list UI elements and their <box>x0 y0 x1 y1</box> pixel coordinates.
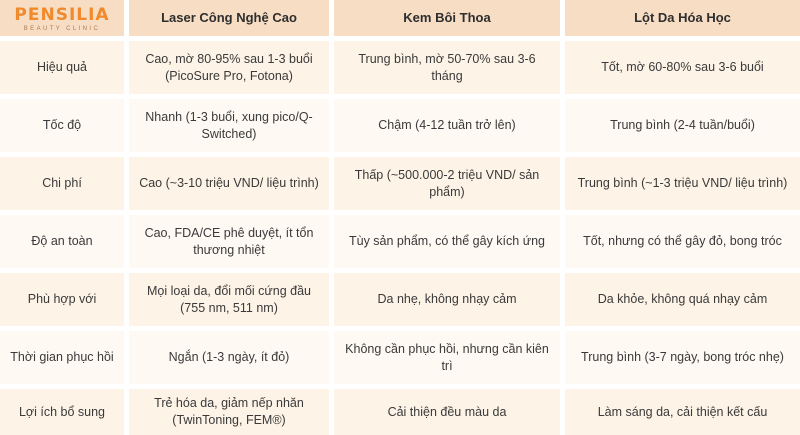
table-cell: Tùy sản phẩm, có thể gây kích ứng <box>334 215 560 268</box>
table-cell: Chậm (4-12 tuần trở lên) <box>334 99 560 152</box>
column-header-cream: Kem Bôi Thoa <box>334 0 560 36</box>
table-cell: Mọi loại da, đổi mối cứng đầu (755 nm, 511 nm) <box>129 273 329 326</box>
column-header-laser: Laser Công Nghệ Cao <box>129 0 329 36</box>
table-cell: Cải thiện đều màu da <box>334 389 560 435</box>
table-cell: Tốt, nhưng có thể gây đỏ, bong tróc <box>565 215 800 268</box>
table-cell: Trung bình, mờ 50-70% sau 3-6 tháng <box>334 41 560 94</box>
table-cell: Nhanh (1-3 buổi, xung pico/Q-Switched) <box>129 99 329 152</box>
table-cell: Không cần phục hồi, nhưng cần kiên trì <box>334 331 560 384</box>
table-cell: Trung bình (~1-3 triệu VND/ liệu trình) <box>565 157 800 210</box>
row-label-suitable-for: Phù hợp với <box>0 273 124 326</box>
table-cell: Trẻ hóa da, giảm nếp nhăn (TwinToning, FEM®) <box>129 389 329 435</box>
row-label-effectiveness: Hiệu quả <box>0 41 124 94</box>
table-cell: Trung bình (2-4 tuần/buổi) <box>565 99 800 152</box>
row-label-recovery-time: Thời gian phục hồi <box>0 331 124 384</box>
table-cell: Cao, mờ 80-95% sau 1-3 buổi (PicoSure Pro, Fotona) <box>129 41 329 94</box>
table-cell: Cao (~3-10 triệu VND/ liệu trình) <box>129 157 329 210</box>
row-label-extra-benefits: Lợi ích bổ sung <box>0 389 124 435</box>
table-cell: Trung bình (3-7 ngày, bong tróc nhẹ) <box>565 331 800 384</box>
brand-logo <box>0 0 124 36</box>
table-cell: Cao, FDA/CE phê duyệt, ít tổn thương nhiệt <box>129 215 329 268</box>
column-header-peel: Lột Da Hóa Học <box>565 0 800 36</box>
brand-name: PENSILIA <box>14 4 110 25</box>
table-cell: Làm sáng da, cải thiện kết cấu <box>565 389 800 435</box>
table-cell: Thấp (~500.000-2 triệu VND/ sản phẩm) <box>334 157 560 210</box>
table-cell: Da nhẹ, không nhạy cảm <box>334 273 560 326</box>
row-label-speed: Tốc độ <box>0 99 124 152</box>
row-label-cost: Chi phí <box>0 157 124 210</box>
table-cell: Ngắn (1-3 ngày, ít đỏ) <box>129 331 329 384</box>
row-label-safety: Độ an toàn <box>0 215 124 268</box>
table-cell: Da khỏe, không quá nhạy cảm <box>565 273 800 326</box>
brand-tagline: BEAUTY CLINIC <box>23 25 101 32</box>
table-cell: Tốt, mờ 60-80% sau 3-6 buổi <box>565 41 800 94</box>
